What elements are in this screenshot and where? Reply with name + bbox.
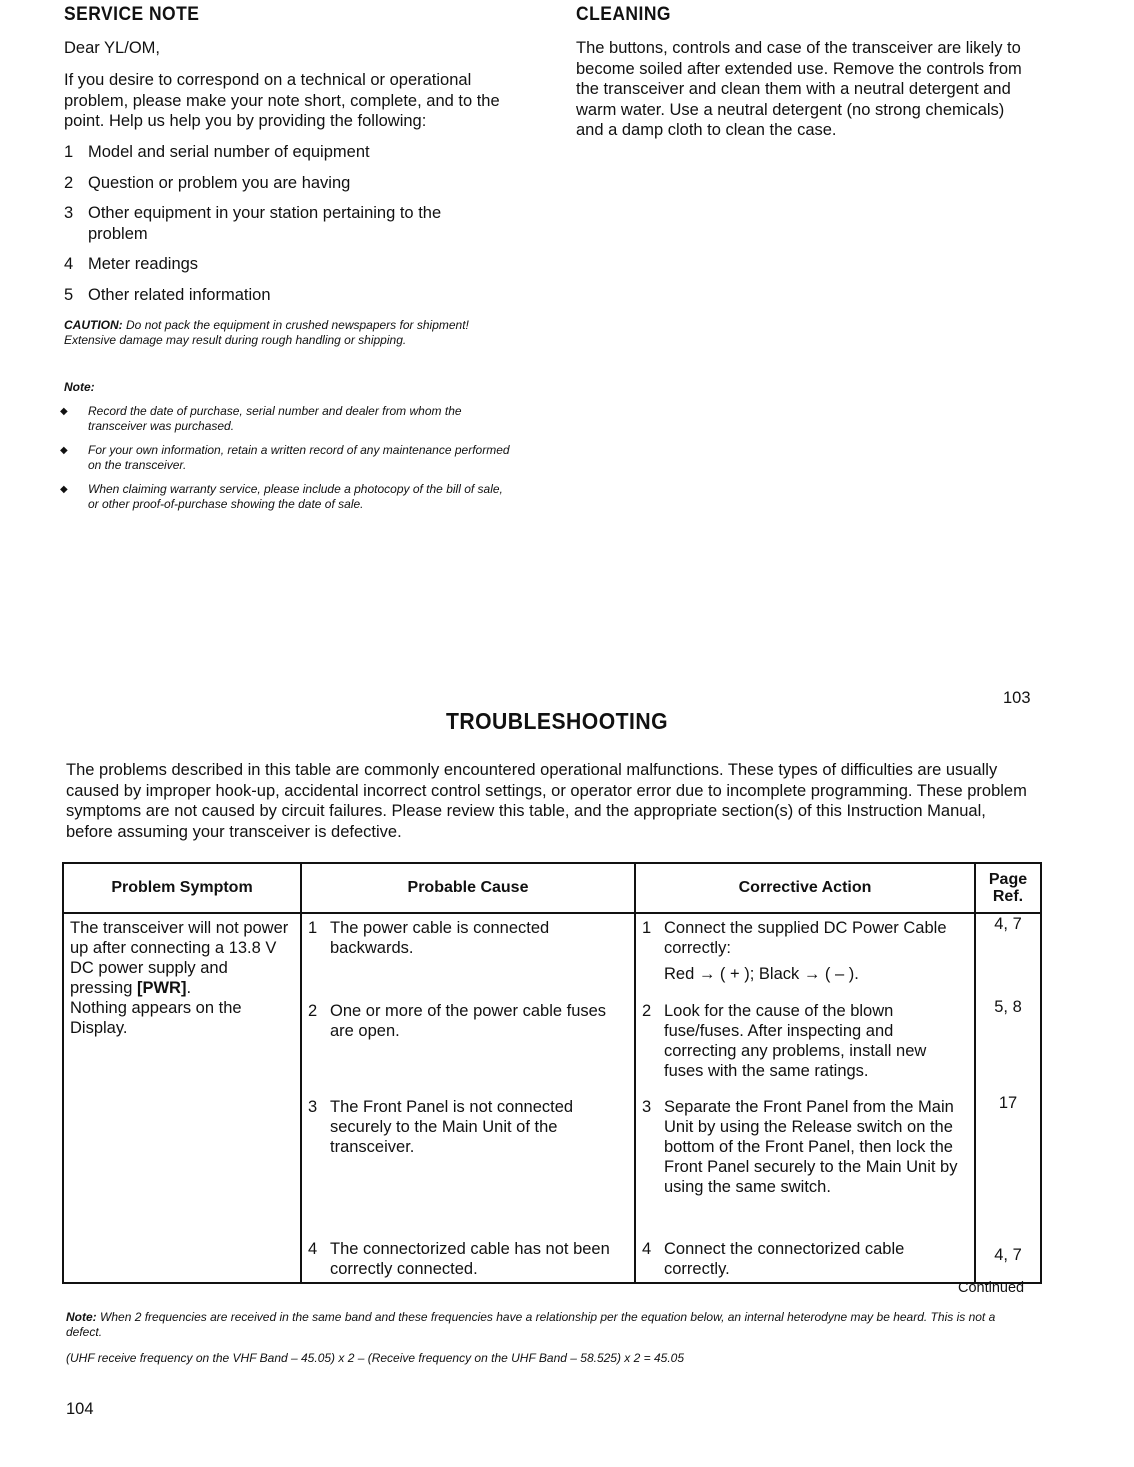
page-number-top: 103 xyxy=(1003,689,1031,707)
caution-text: Do not pack the equipment in crushed newspapers for shipment! Extensive damage may result during rough handling or shipping. xyxy=(64,318,469,347)
continued-label: Continued xyxy=(958,1280,1025,1296)
list-item: 5 Other related information xyxy=(64,285,271,304)
frequency-equation: (UHF receive frequency on the VHF Band – 45.05) x 2 – (Receive frequency on the UHF Band – 58.525) x 2 = 45.05 xyxy=(66,1351,685,1365)
service-note-intro: If you desire to correspond on a technical or operational problem, please make your note short, complete, and to the point. Help us help you by providing the following: xyxy=(64,71,500,130)
cause-cell: 3 The Front Panel is not connected securely to the Main Unit of the transceiver. xyxy=(301,1093,635,1235)
action-cell: 2 Look for the cause of the blown fuse/fuses. After inspecting and correcting any problems, install new fuses with the same ratings. xyxy=(635,997,975,1093)
bullet-icon: ◆ xyxy=(60,445,68,456)
troubleshooting-intro: The problems described in this table are commonly encountered operational malfunctions. These types of difficulties are usually caused by improper hook-up, accidental incorrect control settings, or operator error due to incomplete programming. These problem symptoms are not caused by circuit failures. Please review this table, and the appropriate section(s) of this Instruction Manual, before assuming your transceiver is defective. xyxy=(66,761,1027,841)
list-item: ◆ When claiming warranty service, please include a photocopy of the bill of sale, or other proof-of-purchase showing the date of sale. xyxy=(60,482,503,511)
troubleshooting-table xyxy=(62,862,1042,1284)
salutation: Dear YL/OM, xyxy=(64,39,160,57)
page-ref-cell: 17 xyxy=(975,1093,1041,1235)
col-header-action: Corrective Action xyxy=(635,863,975,913)
list-item: ◆ For your own information, retain a written record of any maintenance performed on the transceiver. xyxy=(60,443,510,472)
action-cell: 3 Separate the Front Panel from the Main Unit by using the Release switch on the bottom of the Front Panel, then lock the Front Panel securely to the Main Unit by using the same switch. xyxy=(635,1093,975,1235)
note-label: Note: xyxy=(64,380,95,394)
notes-list xyxy=(60,404,510,521)
info-list xyxy=(64,142,534,315)
action-cell: 1 Connect the supplied DC Power Cable correctly: Red → ( + ); Black → ( – ). xyxy=(635,913,975,997)
bullet-icon: ◆ xyxy=(60,484,68,495)
page-ref-cell: 5, 8 xyxy=(975,997,1041,1093)
list-item: 3 Other equipment in your station pertaining to the problem xyxy=(64,204,442,243)
list-item: 1 Model and serial number of equipment xyxy=(64,143,370,161)
caution-label: CAUTION: xyxy=(64,318,123,332)
col-header-cause: Probable Cause xyxy=(301,863,635,913)
col-header-symptom: Problem Symptom xyxy=(63,863,301,913)
cleaning-text: The buttons, controls and case of the transceiver are likely to become soiled after extended use. Remove the controls from the transceiver and clean them with a neutral detergent and warm water. Use a neutral detergent (no strong chemicals) and a damp cloth to clean the case. xyxy=(576,39,1022,139)
page-ref-cell: 4, 7 xyxy=(975,913,1041,997)
note-label: Note: xyxy=(66,1310,97,1324)
cleaning-heading: CLEANING xyxy=(576,4,671,25)
action-cell: 4 Connect the connectorized cable correctly. xyxy=(635,1235,975,1283)
frequency-note xyxy=(66,1310,1034,1340)
page-ref-cell: 4, 7 xyxy=(975,1235,1041,1283)
troubleshooting-heading: TROUBLESHOOTING xyxy=(446,708,669,734)
table-row xyxy=(63,913,1041,997)
page-number-bottom: 104 xyxy=(66,1400,94,1418)
list-item: 4 Meter readings xyxy=(64,255,199,273)
service-note-heading: SERVICE NOTE xyxy=(64,4,200,25)
list-item: 2 Question or problem you are having xyxy=(64,173,351,192)
cause-cell: 2 One or more of the power cable fuses are open. xyxy=(301,997,635,1093)
table-header-row xyxy=(63,863,1041,913)
cause-cell: 4 The connectorized cable has not been correctly connected. xyxy=(301,1235,635,1283)
col-header-page-ref: Page Ref. xyxy=(975,863,1041,913)
bullet-icon: ◆ xyxy=(60,406,68,417)
pwr-key: [PWR] xyxy=(136,979,187,997)
symptom-cell: The transceiver will not power up after connecting a 13.8 V DC power supply and pressing [PWR]. Nothing appears on the Display. xyxy=(63,913,301,1283)
caution-note xyxy=(64,318,514,348)
cause-cell: 1 The power cable is connected backwards. xyxy=(301,913,635,997)
list-item: ◆ Record the date of purchase, serial number and dealer from whom the transceiver was purchased. xyxy=(60,404,462,433)
note-text: When 2 frequencies are received in the same band and these frequencies have a relationship per the equation below, an internal heterodyne may be heard. This is not a defect. xyxy=(66,1310,996,1339)
